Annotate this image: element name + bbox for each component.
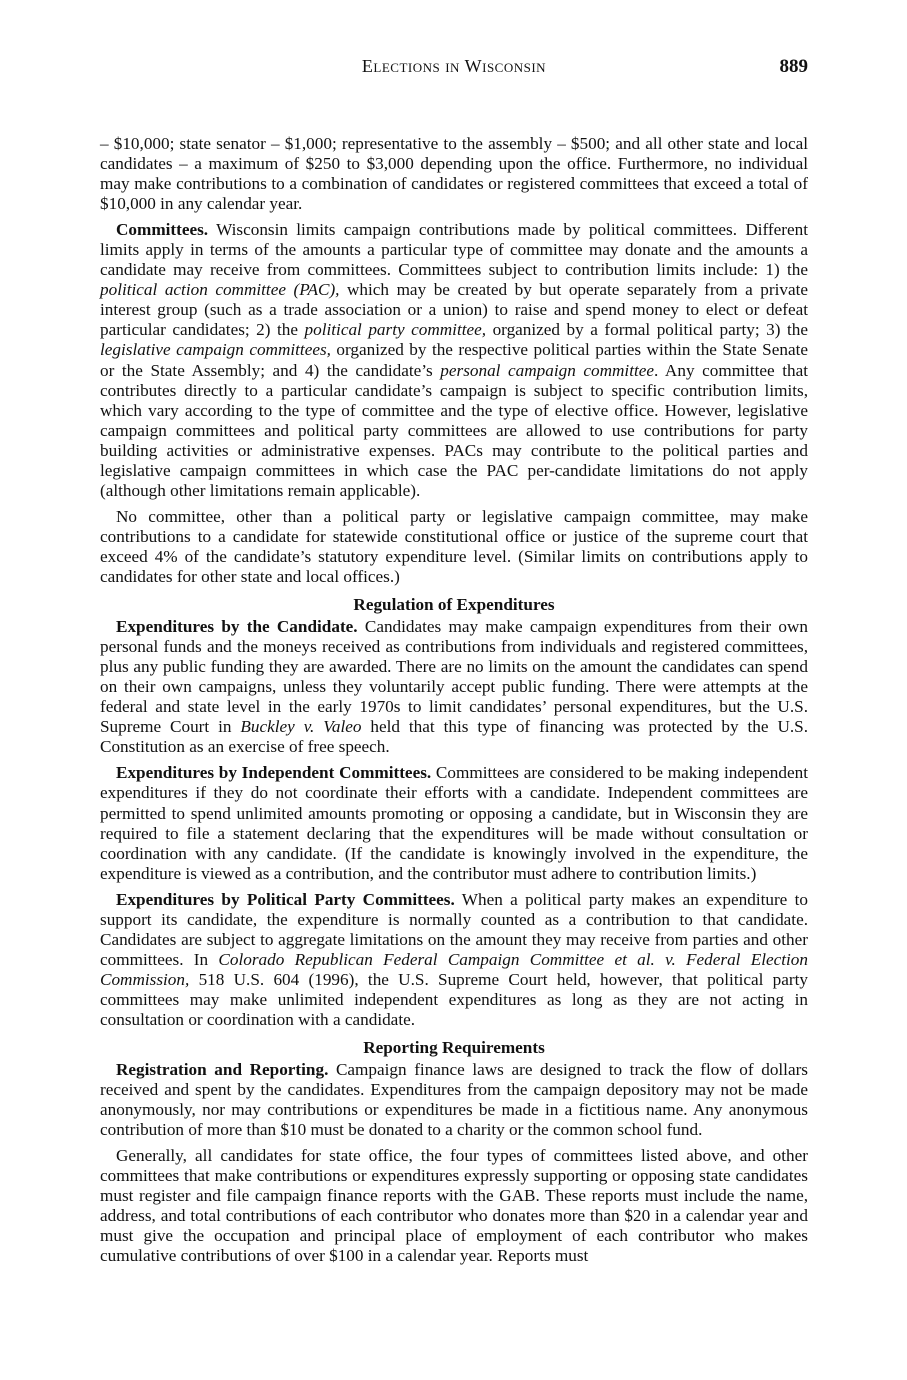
term-personal-campaign-committee: personal campaign committee (440, 360, 655, 380)
running-head (100, 56, 808, 80)
section-heading-regulation-of-expenditures: Regulation of Expenditures (353, 595, 555, 615)
term-political-party-committee: political party committee, (304, 320, 487, 340)
text-run: When a political party makes an expenditure to support its candidate, the expenditure is normally counted as a contribution to that candidate. Candidates are subject to aggregate limitations on the amount they may receive from parties and other committees. In (100, 889, 809, 969)
page-number: 889 (779, 56, 808, 77)
text-run: Committees are considered to be making independent expenditures if they do not coordinate their efforts with a candidate. Independent committees are permitted to spend unlimited amounts promoting or opposing a candidate, but in Wisconsin they are required to file a statement declaring that the expenditures will be made without consultation or coordination with any candidate. (If the candidate is knowingly involved in the expenditure, the expenditure is viewed as a contribution, and the contributor must adhere to contribution limits.) (100, 763, 808, 883)
run-in-heading-party: Expenditures by Political Party Committees. (116, 889, 455, 909)
paragraph-committee-limit: No committee, other than a political party or legislative campaign committee, may make contributions to a candidate for statewide constitutional office or justice of the supreme court that exceed 4% of the candidate’s statutory expenditure level. (Similar limits on contributions apply to candidates for other state and local offices.) (100, 506, 808, 586)
run-in-heading-registration: Registration and Reporting. (116, 1060, 329, 1080)
text-run: 518 U.S. 604 (1996), the U.S. Supreme Court held, however, that political party committees may make unlimited independent expenditures as long as they are not acting in consultation or coordination with a candidate. (100, 969, 808, 1029)
paragraph-committees (100, 220, 808, 501)
text-run: . Any committee that contributes directly to a particular candidate’s campaign is subject to specific contribution limits, which vary according to the type of committee and the type of elective office. However, legislative campaign committees and political party committees are allowed to use contributions for party building activities or administrative expenses. PACs may contribute to the political parties and legislative campaign committees in which case the PAC per-candidate limitations do not apply (although other limitations remain applicable). (100, 360, 808, 500)
paragraph-reporting-details: Generally, all candidates for state office, the four types of committees listed above, and other committees that make contributions or expenditures expressly supporting or opposing state candidates must register and file campaign finance reports with the GAB. These reports must include the name, address, and total contributions of each contributor who donates more than $20 in a calendar year and must give the occupation and principal place of employment of each contributor who makes cumulative contributions of over $100 in a calendar year. Reports must (100, 1146, 808, 1266)
text-run: held that this type of financing was protected by the U.S. Constitution as an exercise of free speech. (100, 717, 809, 757)
paragraph-registration-reporting (100, 1060, 808, 1140)
text-run: Campaign finance laws are designed to track the flow of dollars received and spent by the candidates. Expenditures from the campaign depository may not be made anonymously, nor may contributions or expenditures be made in a fictitious name. Any anonymous contribution of more than $10 must be donated to a charity or the common school fund. (100, 1060, 808, 1140)
body-text (100, 134, 808, 1273)
paragraph-independent-committees (100, 763, 808, 883)
case-buckley-v-valeo: Buckley v. Valeo (240, 717, 362, 737)
text-run: organized by a formal political party; 3) the (486, 320, 808, 340)
paragraph-contribution-limits: – $10,000; state senator – $1,000; representative to the assembly – $500; and all other state and local candidates – a maximum of $250 to $3,000 depending upon the office. Furthermore, no individual may make contributions to a combination of candidates or registered committees that exceed a total of $10,000 in any calendar year. (100, 134, 808, 214)
text-run: Candidates may make campaign expenditures from their own personal funds and the moneys received as contributions from individuals and registered committees, plus any public funding they are awarded. There are no limits on the amount the candidates can spend on their own campaigns, unless they voluntarily accept public funding. There were attempts at the federal and state level in the early 1970s to limit candidates’ personal expenditures, but the U.S. Supreme Court in (100, 617, 808, 737)
paragraph-expenditures-by-candidate (100, 617, 808, 757)
case-colorado-republican: Colorado Republican Federal Campaign Committee et al. v. Federal Election Commission, (100, 949, 808, 989)
section-heading-reporting-requirements: Reporting Requirements (363, 1038, 545, 1058)
run-in-heading-committees: Committees. (116, 220, 209, 240)
term-legislative-campaign-committees: legislative campaign committees, (100, 340, 331, 360)
text-run: organized by the respective political parties within the State Senate or the State Assembly; and 4) the candidate’s (100, 340, 808, 380)
term-pac: political action committee (PAC), (100, 280, 340, 300)
run-in-heading-candidate: Expenditures by the Candidate. (116, 617, 358, 637)
running-title: Elections in Wisconsin (361, 56, 547, 76)
run-in-heading-independent: Expenditures by Independent Committees. (116, 763, 432, 783)
text-run: which may be created by but operate separately from a private interest group (such as a trade association or a union) to raise and spend money to elect or defeat particular candidates; 2) the (100, 280, 808, 340)
text-run: Wisconsin limits campaign contributions made by political committees. Different limits apply in terms of the amounts a particular type of committee may donate and the amounts a candidate may receive from committees. Committees subject to contribution limits include: 1) the (100, 220, 808, 280)
paragraph-party-committees (100, 890, 808, 1030)
